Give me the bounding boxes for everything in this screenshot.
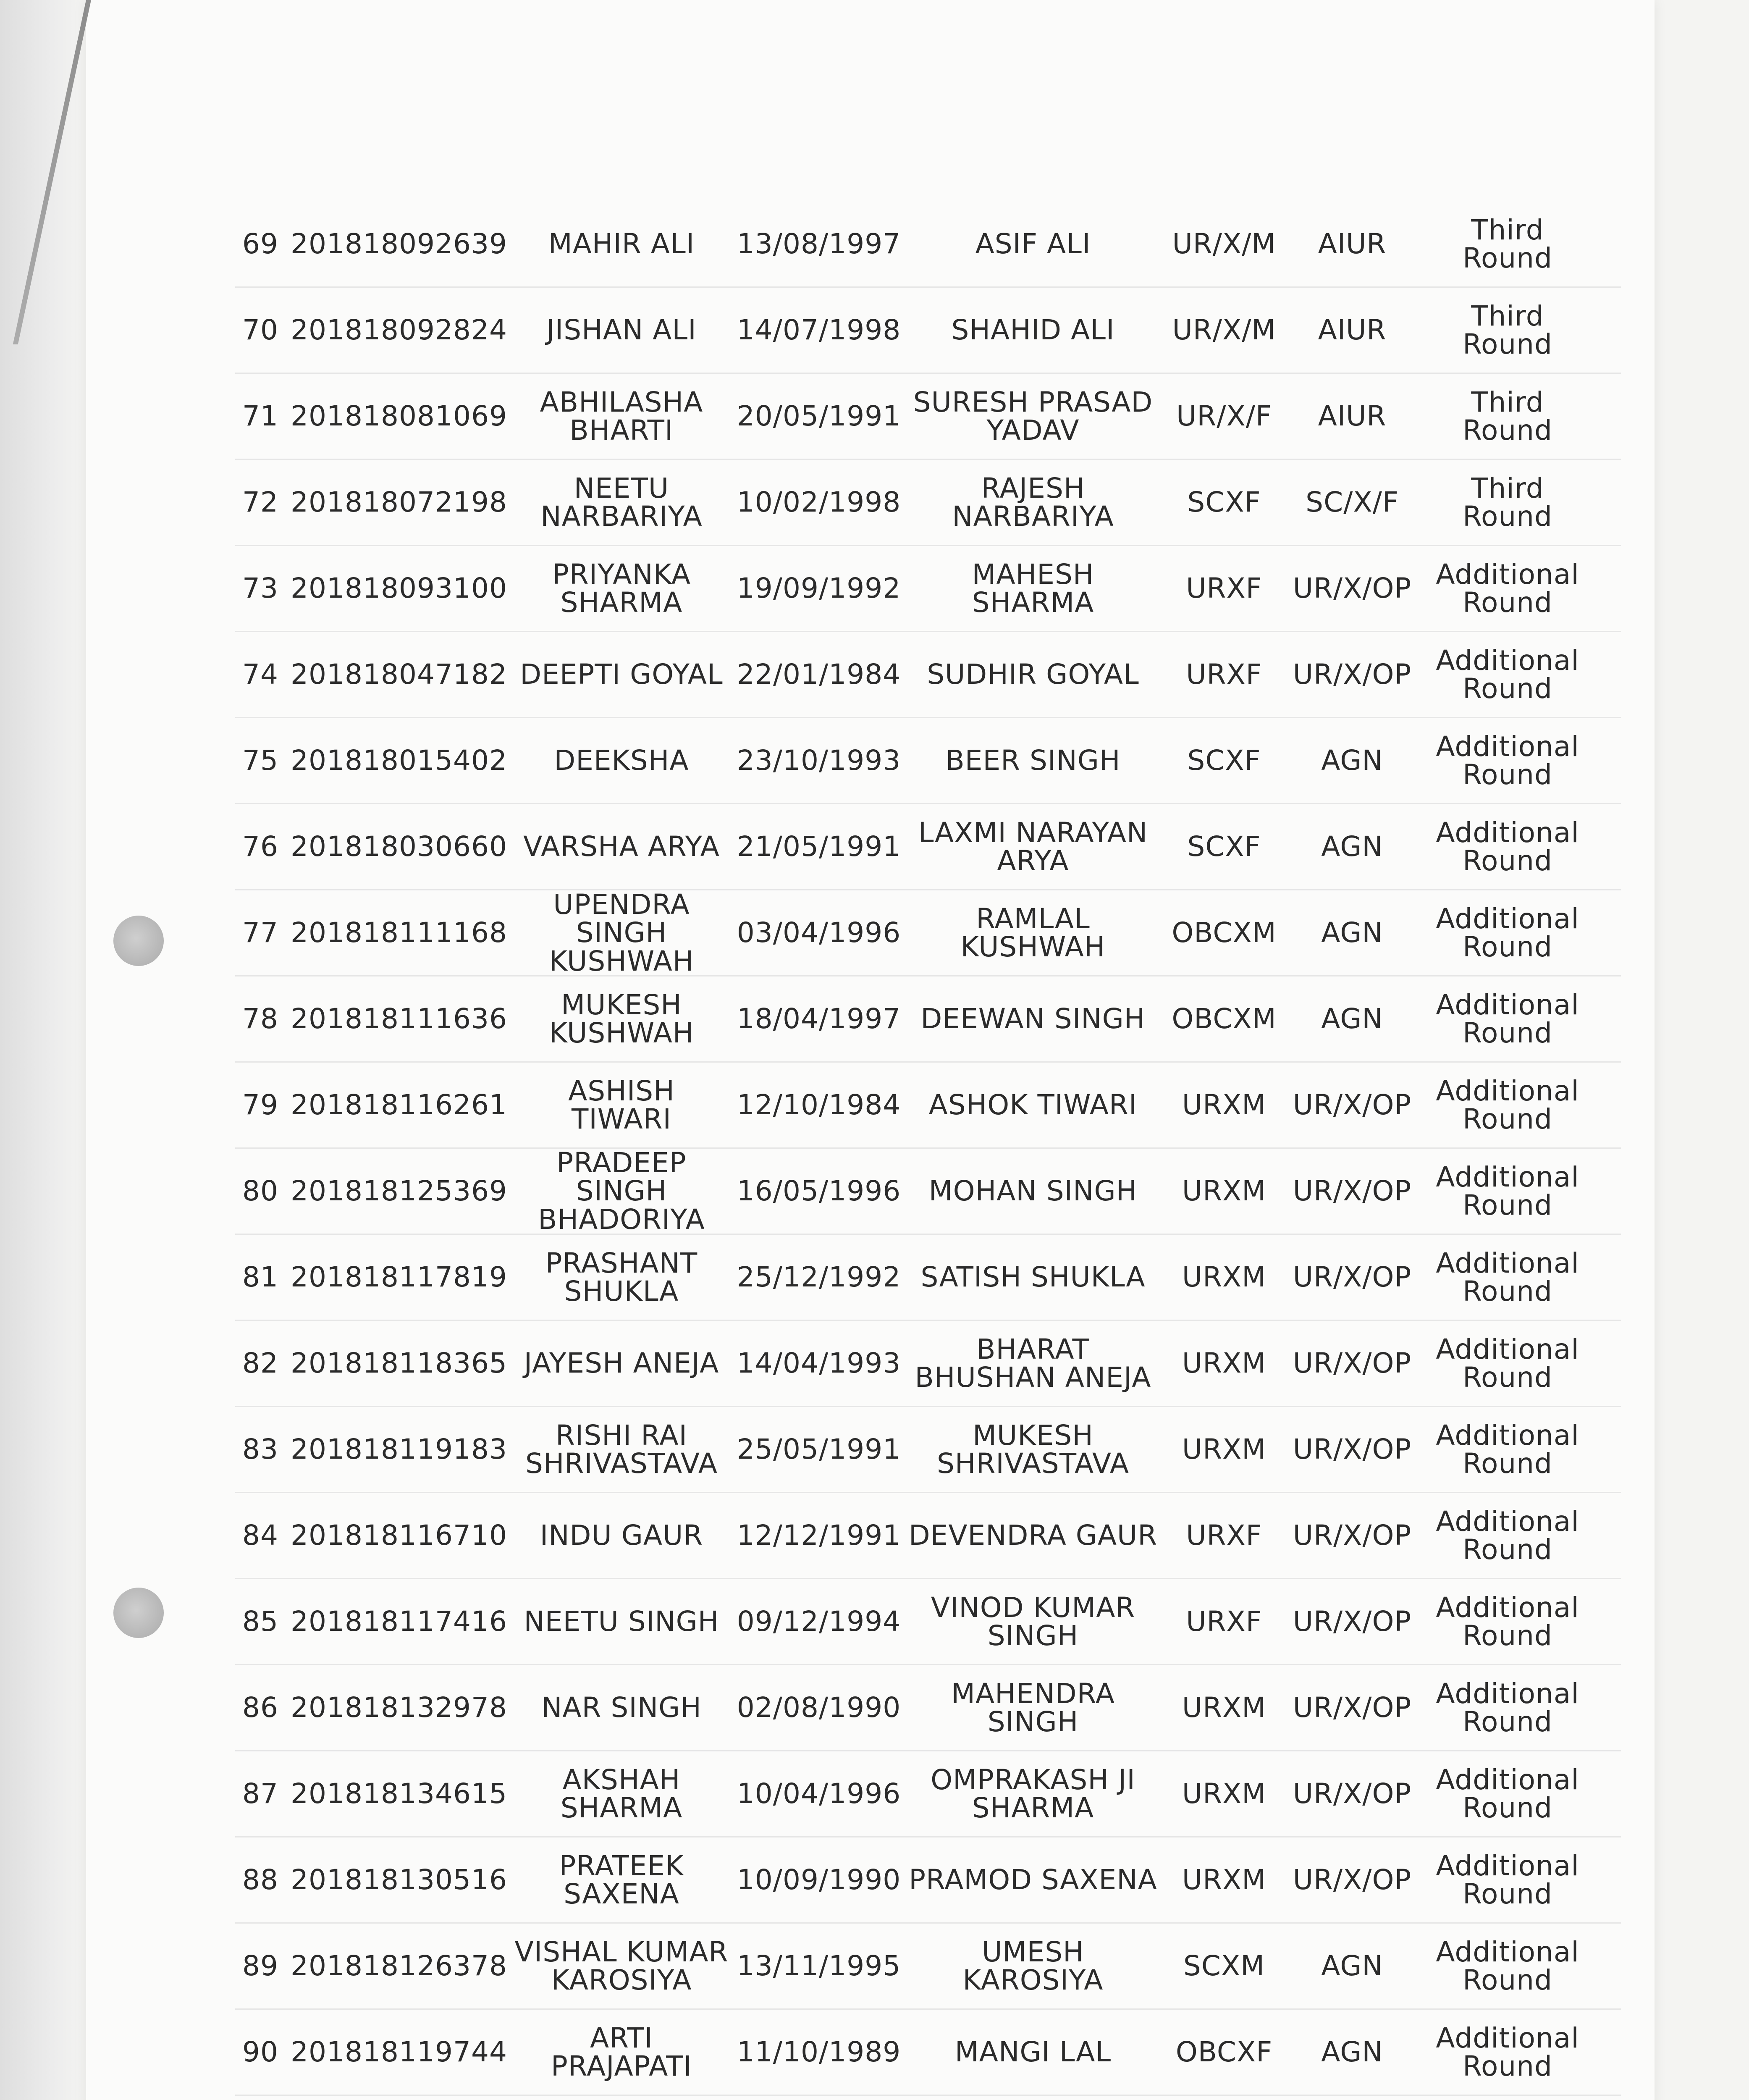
category-cell: UR/X/M (1172, 228, 1276, 260)
father-name-cell: LAXMI NARAYAN ARYA (918, 816, 1148, 877)
round-cell: Additional Round (1436, 644, 1579, 705)
table-row (235, 1751, 1621, 1838)
candidate-name-cell: RISHI RAI SHRIVASTAVA (525, 1419, 718, 1480)
category-cell: UR/X/F (1176, 400, 1272, 433)
candidate-name-cell: AKSHAH SHARMA (560, 1763, 683, 1824)
date-of-birth-cell: 23/10/1993 (737, 744, 901, 777)
serial-number-cell: 69 (242, 228, 278, 260)
father-name-cell: PRAMOD SAXENA (909, 1864, 1157, 1896)
table-row (235, 1063, 1621, 1149)
serial-number-cell: 75 (242, 744, 278, 777)
father-name-cell: RAMLAL KUSHWAH (960, 902, 1106, 963)
candidate-name-cell: JISHAN ALI (546, 314, 697, 346)
allotted-category-cell: AIUR (1318, 400, 1387, 433)
serial-number-cell: 88 (242, 1864, 278, 1896)
round-cell: Additional Round (1436, 816, 1579, 877)
table-row (235, 288, 1621, 374)
candidate-name-cell: UPENDRA SINGH KUSHWAH (549, 888, 694, 977)
category-cell: URXM (1182, 1089, 1267, 1121)
table-row (235, 1235, 1621, 1321)
category-cell: URXF (1186, 658, 1262, 691)
roll-number-cell: 201818092639 (291, 228, 507, 260)
serial-number-cell: 82 (242, 1347, 278, 1380)
round-cell: Additional Round (1436, 1935, 1579, 1996)
serial-number-cell: 74 (242, 658, 278, 691)
allotted-category-cell: SC/X/F (1306, 486, 1399, 519)
round-cell: Additional Round (1436, 1505, 1579, 1566)
date-of-birth-cell: 16/05/1996 (737, 1175, 901, 1208)
category-cell: URXM (1182, 1175, 1267, 1208)
roll-number-cell: 201818081069 (291, 400, 507, 433)
round-cell (1415, 2096, 1600, 2100)
serial-number-cell: 87 (242, 1777, 278, 1810)
serial-number-cell: 89 (242, 1950, 278, 1982)
allotted-category-cell: AGN (1321, 1950, 1383, 1982)
serial-number-cell: 83 (242, 1433, 278, 1466)
candidate-name-cell: NEETU SINGH (524, 1605, 719, 1638)
candidate-name-cell: ASHISH TIWARI (568, 1074, 675, 1135)
father-name-cell: ASIF ALI (975, 228, 1091, 260)
allotted-category-cell: UR/X/OP (1293, 1175, 1412, 1208)
date-of-birth-cell: 03/04/1996 (737, 916, 901, 949)
candidate-name-cell: PRIYANKA SHARMA (552, 558, 691, 619)
allotted-category-cell: UR/X/OP (1293, 1261, 1412, 1294)
allotted-category-cell: AGN (1321, 2036, 1383, 2068)
round-cell: Additional Round (1436, 1074, 1579, 1135)
father-name-cell: MOHAN SINGH (928, 1175, 1138, 1208)
table-row (235, 1493, 1621, 1579)
serial-number-cell: 80 (242, 1175, 278, 1208)
round-cell: Third Round (1463, 386, 1552, 446)
candidate-name-cell: VISHAL KUMAR KAROSIYA (514, 1935, 729, 1996)
roll-number-cell: 201818132978 (291, 1691, 507, 1724)
category-cell: SCXF (1187, 744, 1261, 777)
category-cell: OBCXF (1175, 2036, 1273, 2068)
round-cell: Additional Round (1436, 730, 1579, 791)
date-of-birth-cell: 11/10/1989 (737, 2036, 901, 2068)
roll-number-cell: 201818111168 (291, 916, 507, 949)
round-cell: Third Round (1463, 299, 1552, 360)
serial-number-cell: 76 (242, 830, 278, 863)
roll-number-cell: 201818072198 (291, 486, 507, 519)
category-cell: UR/X/M (1172, 314, 1276, 346)
date-of-birth-cell (731, 2096, 907, 2100)
table-row (235, 1407, 1621, 1493)
round-cell: Additional Round (1436, 558, 1579, 619)
table-row (235, 202, 1621, 288)
father-name-cell: SUDHIR GOYAL (927, 658, 1139, 691)
table-row (235, 546, 1621, 632)
date-of-birth-cell: 10/09/1990 (737, 1864, 901, 1896)
scan-background (0, 0, 86, 2100)
father-name-cell: ASHOK TIWARI (928, 1089, 1138, 1121)
roll-number-cell: 201818047182 (291, 658, 507, 691)
round-cell: Additional Round (1436, 988, 1579, 1049)
round-cell: Additional Round (1436, 1333, 1579, 1394)
father-name-cell: MUKESH SHRIVASTAVA (936, 1419, 1129, 1480)
father-name-cell: DEEWAN SINGH (920, 1003, 1146, 1035)
table-row (235, 1579, 1621, 1665)
roll-number-cell: 201818119183 (291, 1433, 507, 1466)
father-name-cell: MANGI LAL (954, 2036, 1112, 2068)
roll-number-cell: 201818117416 (291, 1605, 507, 1638)
candidate-name-cell (512, 2096, 731, 2100)
table-row (235, 976, 1621, 1063)
serial-number-cell: 90 (242, 2036, 278, 2068)
father-name-cell: RAJESH NARBARIYA (952, 472, 1114, 533)
round-cell: Additional Round (1436, 1763, 1579, 1824)
category-cell: URXM (1182, 1864, 1267, 1896)
table-row (235, 1838, 1621, 1924)
allotted-category-cell: UR/X/OP (1293, 658, 1412, 691)
punch-hole-bottom (113, 1588, 164, 1638)
candidate-name-cell: PRASHANT SHUKLA (545, 1247, 698, 1307)
candidate-name-cell: NEETU NARBARIYA (540, 472, 703, 533)
category-cell (1159, 2096, 1289, 2100)
candidate-name-cell: NAR SINGH (541, 1691, 702, 1724)
roll-number-cell: 201818130516 (291, 1864, 507, 1896)
date-of-birth-cell: 21/05/1991 (737, 830, 901, 863)
father-name-cell: MAHESH SHARMA (972, 558, 1094, 619)
father-name-cell: DEVENDRA GAUR (908, 1519, 1158, 1552)
table-row (235, 804, 1621, 890)
roll-number-cell: 201818030660 (291, 830, 507, 863)
date-of-birth-cell: 25/05/1991 (737, 1433, 901, 1466)
category-cell: URXF (1186, 1519, 1262, 1552)
allotted-category-cell: UR/X/OP (1293, 1777, 1412, 1810)
allotted-category-cell: UR/X/OP (1293, 1519, 1412, 1552)
candidate-name-cell: INDU GAUR (540, 1519, 703, 1552)
roll-number-cell: 201818118365 (291, 1347, 507, 1380)
punch-hole-top (113, 916, 164, 966)
roll-number-cell: 201818015402 (291, 744, 507, 777)
round-cell: Third Round (1463, 472, 1552, 533)
round-cell: Additional Round (1436, 902, 1579, 963)
candidate-allotment-table (235, 202, 1621, 2100)
candidate-name-cell: DEEPTI GOYAL (520, 658, 723, 691)
table-row (235, 1665, 1621, 1751)
date-of-birth-cell: 22/01/1984 (737, 658, 901, 691)
allotted-category-cell: UR/X/OP (1293, 1089, 1412, 1121)
candidate-name-cell: DEEKSHA (554, 744, 689, 777)
category-cell: URXM (1182, 1433, 1267, 1466)
category-cell: URXM (1182, 1691, 1267, 1724)
allotted-category-cell: UR/X/OP (1293, 1605, 1412, 1638)
round-cell: Additional Round (1436, 2021, 1579, 2082)
father-name-cell: MAHENDRA SINGH (951, 1677, 1115, 1738)
allotted-category-cell: UR/X/OP (1293, 1691, 1412, 1724)
roll-number-cell: 201818116710 (291, 1519, 507, 1552)
allotted-category-cell: AIUR (1318, 228, 1387, 260)
roll-number-cell: 201818111636 (291, 1003, 507, 1035)
date-of-birth-cell: 12/10/1984 (737, 1089, 901, 1121)
round-cell: Additional Round (1436, 1247, 1579, 1307)
table-row (235, 2096, 1621, 2100)
table-row (235, 718, 1621, 804)
allotted-category-cell: AGN (1321, 916, 1383, 949)
category-cell: SCXF (1187, 486, 1261, 519)
category-cell: SCXM (1183, 1950, 1265, 1982)
table-row (235, 890, 1621, 976)
date-of-birth-cell: 10/02/1998 (737, 486, 901, 519)
father-name-cell: OMPRAKASH JI SHARMA (931, 1763, 1135, 1824)
serial-number-cell: 77 (242, 916, 278, 949)
round-cell: Additional Round (1436, 1591, 1579, 1652)
date-of-birth-cell: 09/12/1994 (737, 1605, 901, 1638)
allotted-category-cell: UR/X/OP (1293, 572, 1412, 605)
candidate-name-cell: PRADEEP SINGH BHADORIYA (538, 1147, 705, 1236)
category-cell: URXF (1186, 572, 1262, 605)
roll-number-cell: 201818092824 (291, 314, 507, 346)
category-cell: URXM (1182, 1347, 1267, 1380)
father-name-cell: UMESH KAROSIYA (962, 1935, 1104, 1996)
category-cell: OBCXM (1172, 1003, 1277, 1035)
table-row (235, 1149, 1621, 1235)
roll-number-cell: 201818116261 (291, 1089, 507, 1121)
serial-number-cell: 70 (242, 314, 278, 346)
date-of-birth-cell: 10/04/1996 (737, 1777, 901, 1810)
serial-number-cell: 86 (242, 1691, 278, 1724)
allotted-category-cell: AGN (1321, 744, 1383, 777)
category-cell: OBCXM (1172, 916, 1277, 949)
roll-number-cell: 201818134615 (291, 1777, 507, 1810)
serial-number-cell: 72 (242, 486, 278, 519)
date-of-birth-cell: 14/04/1993 (737, 1347, 901, 1380)
category-cell: URXM (1182, 1777, 1267, 1810)
serial-number-cell: 81 (242, 1261, 278, 1294)
category-cell: URXM (1182, 1261, 1267, 1294)
date-of-birth-cell: 19/09/1992 (737, 572, 901, 605)
father-name-cell: BHARAT BHUSHAN ANEJA (915, 1333, 1151, 1394)
serial-number-cell: 73 (242, 572, 278, 605)
category-cell: URXF (1186, 1605, 1262, 1638)
roll-number-cell: 201818126378 (291, 1950, 507, 1982)
table-row (235, 1924, 1621, 2010)
father-name-cell: SURESH PRASAD YADAV (913, 386, 1153, 446)
serial-number-cell: 78 (242, 1003, 278, 1035)
allotted-category-cell (1289, 2096, 1415, 2100)
round-cell: Additional Round (1436, 1677, 1579, 1738)
serial-number-cell: 71 (242, 400, 278, 433)
allotted-category-cell: AGN (1321, 1003, 1383, 1035)
father-name-cell: BEER SINGH (945, 744, 1121, 777)
candidate-name-cell: MUKESH KUSHWAH (549, 988, 694, 1049)
roll-number-cell: 201818093100 (291, 572, 507, 605)
date-of-birth-cell: 20/05/1991 (737, 400, 901, 433)
father-name-cell (907, 2096, 1159, 2100)
date-of-birth-cell: 12/12/1991 (737, 1519, 901, 1552)
serial-number-cell: 85 (242, 1605, 278, 1638)
roll-number-cell: 201818117819 (291, 1261, 507, 1294)
allotted-category-cell: UR/X/OP (1293, 1347, 1412, 1380)
round-cell: Third Round (1463, 213, 1552, 274)
round-cell: Additional Round (1436, 1160, 1579, 1221)
candidate-name-cell: VARSHA ARYA (523, 830, 720, 863)
candidate-name-cell: ABHILASHA BHARTI (540, 386, 703, 446)
date-of-birth-cell: 25/12/1992 (737, 1261, 901, 1294)
date-of-birth-cell: 13/11/1995 (737, 1950, 901, 1982)
serial-number-cell (235, 2096, 286, 2100)
table-row (235, 1321, 1621, 1407)
category-cell: SCXF (1187, 830, 1261, 863)
date-of-birth-cell: 14/07/1998 (737, 314, 901, 346)
candidate-name-cell: MAHIR ALI (548, 228, 695, 260)
table-row (235, 374, 1621, 460)
father-name-cell: SATISH SHUKLA (920, 1261, 1146, 1294)
round-cell: Additional Round (1436, 1419, 1579, 1480)
roll-number-cell: 201818119744 (291, 2036, 507, 2068)
allotted-category-cell: AGN (1321, 830, 1383, 863)
date-of-birth-cell: 18/04/1997 (737, 1003, 901, 1035)
candidate-name-cell: ARTI PRAJAPATI (551, 2021, 692, 2082)
table-row (235, 460, 1621, 546)
table-row (235, 632, 1621, 718)
father-name-cell: VINOD KUMAR SINGH (931, 1591, 1135, 1652)
allotted-category-cell: AIUR (1318, 314, 1387, 346)
allotted-category-cell: UR/X/OP (1293, 1433, 1412, 1466)
roll-number-cell: 201818125369 (291, 1175, 507, 1208)
serial-number-cell: 79 (242, 1089, 278, 1121)
roll-number-cell (286, 2096, 512, 2100)
allotted-category-cell: UR/X/OP (1293, 1864, 1412, 1896)
candidate-name-cell: PRATEEK SAXENA (559, 1849, 684, 1910)
table-row (235, 2010, 1621, 2096)
date-of-birth-cell: 13/08/1997 (737, 228, 901, 260)
candidate-name-cell: JAYESH ANEJA (524, 1347, 719, 1380)
date-of-birth-cell: 02/08/1990 (737, 1691, 901, 1724)
serial-number-cell: 84 (242, 1519, 278, 1552)
father-name-cell: SHAHID ALI (951, 314, 1115, 346)
round-cell: Additional Round (1436, 1849, 1579, 1910)
